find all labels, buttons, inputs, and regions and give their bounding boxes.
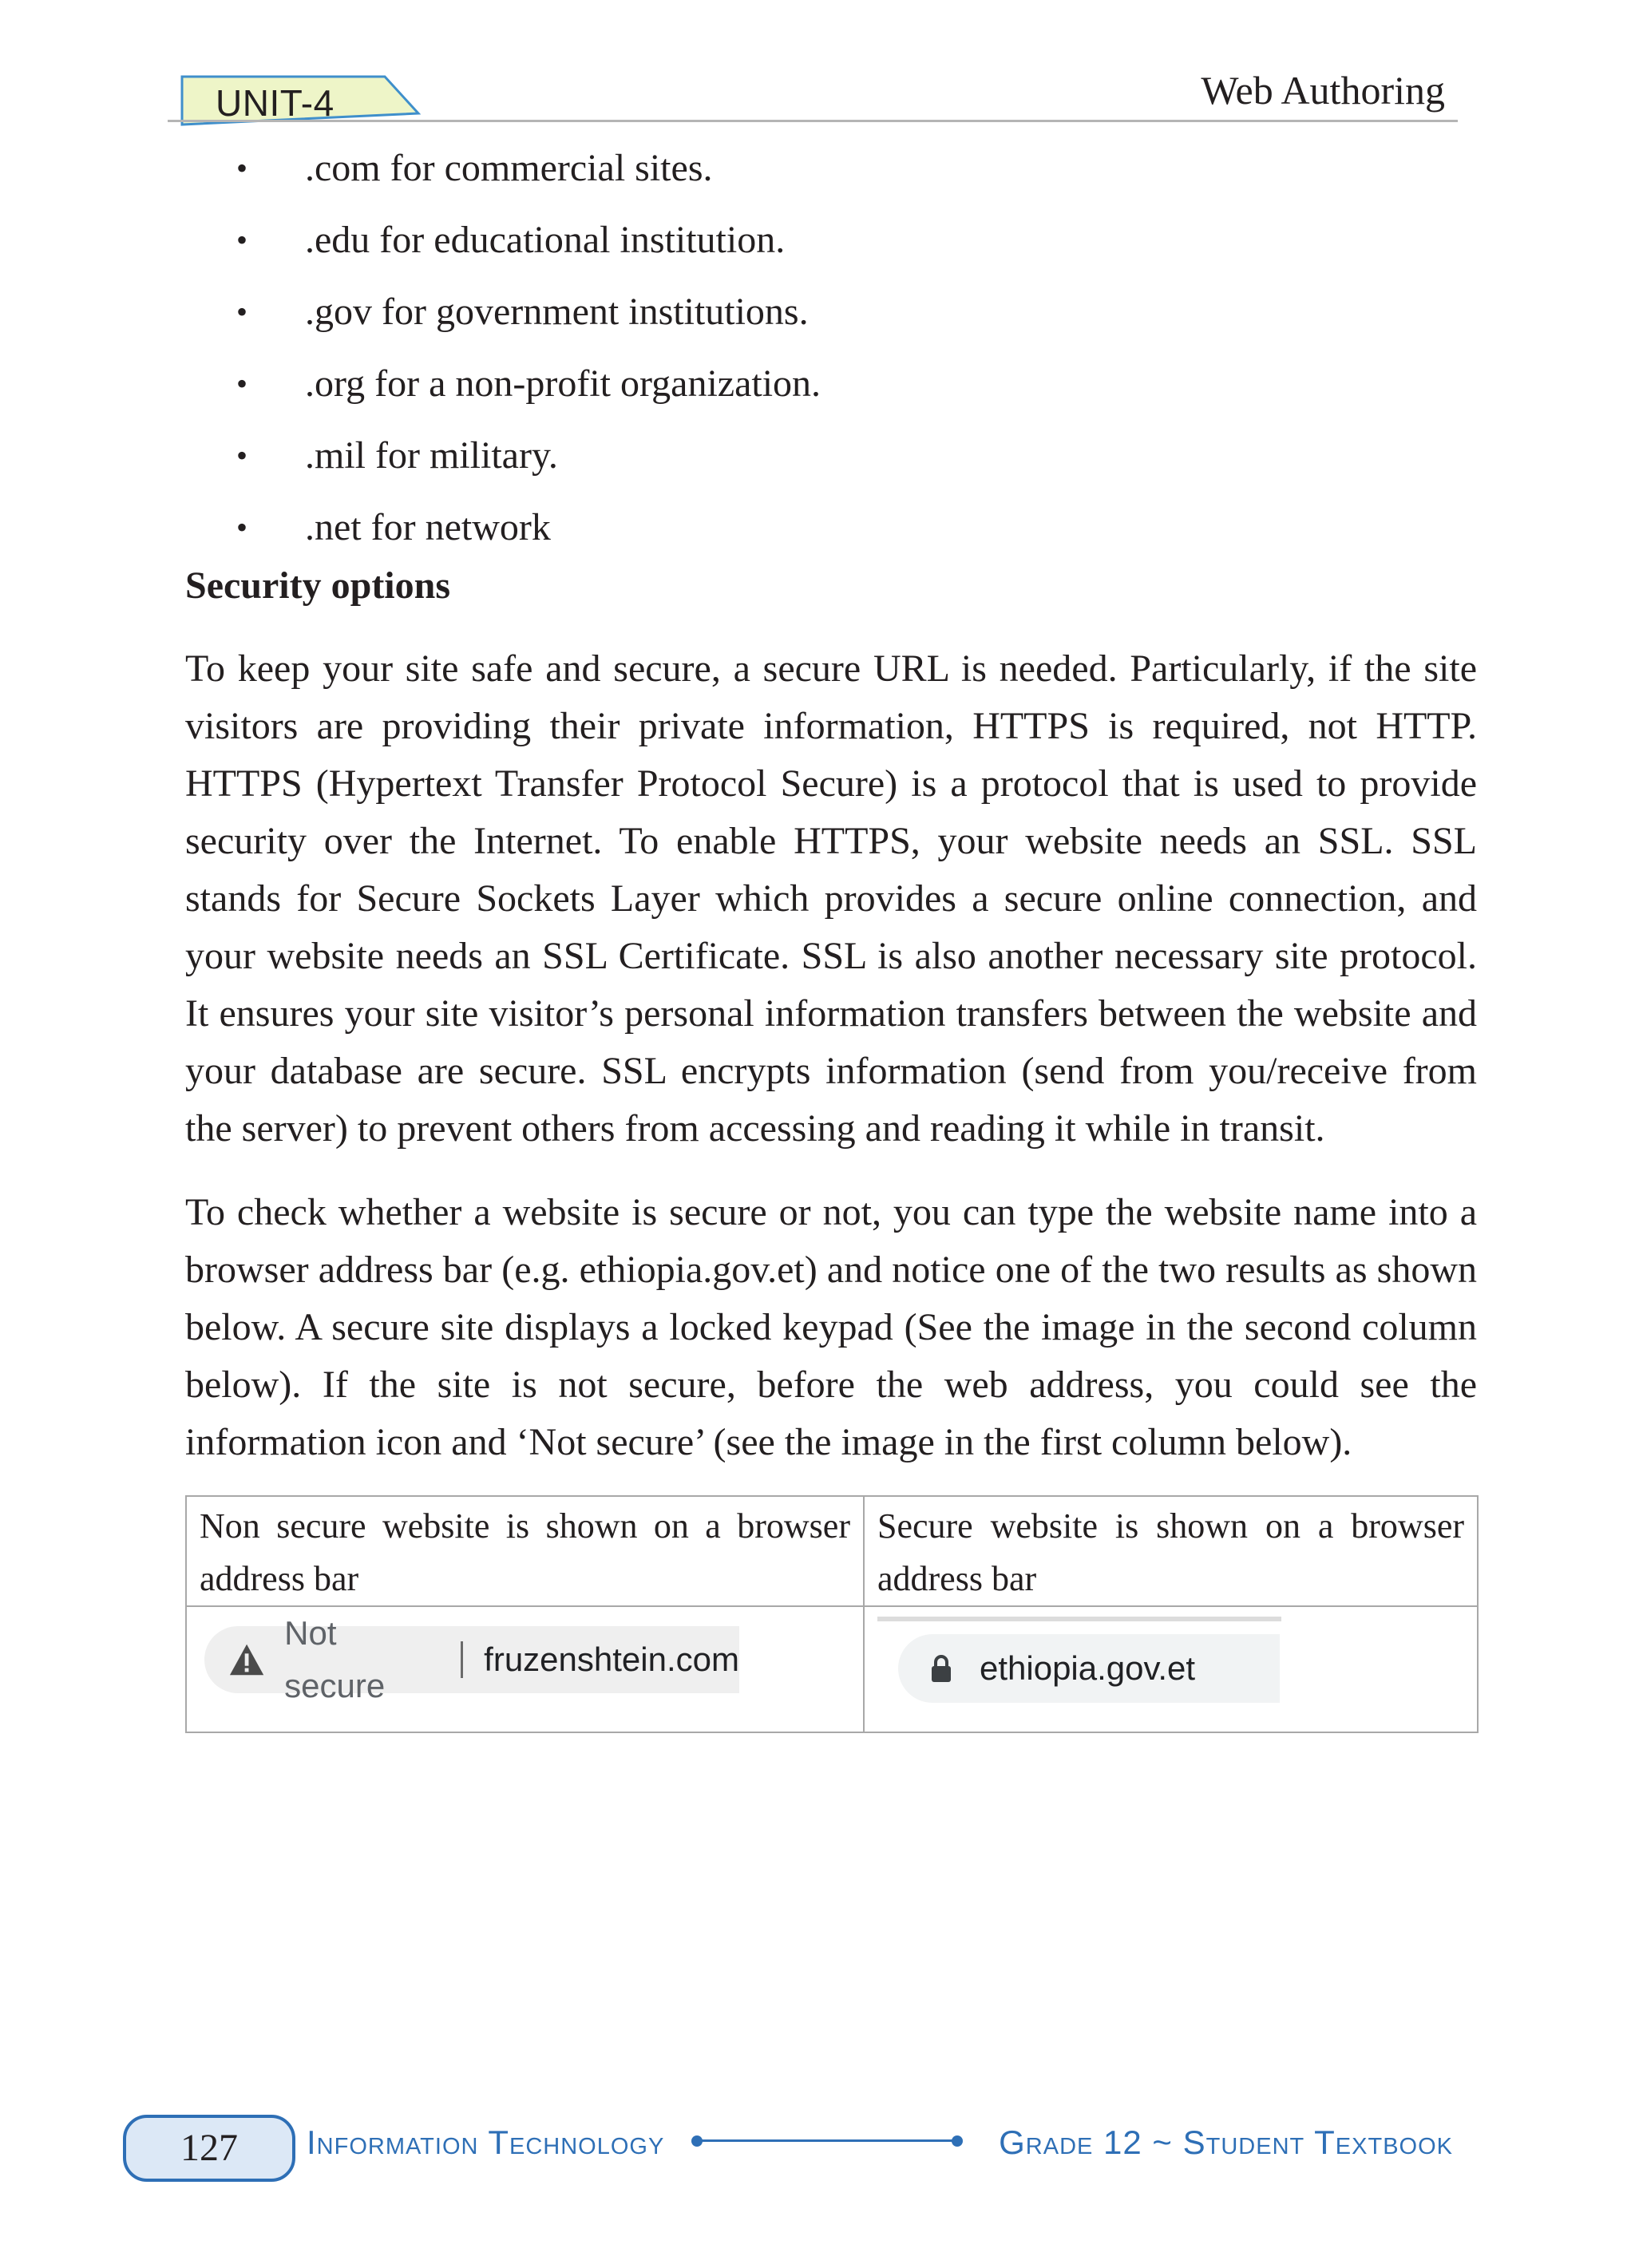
list-item xyxy=(236,284,821,356)
table-header-secure: Secure website is shown on a browser address bar xyxy=(864,1496,1478,1606)
list-item-text: .org for a non-profit organization. xyxy=(305,362,821,405)
unit-tab xyxy=(180,75,422,126)
lock-icon xyxy=(930,1654,952,1683)
bullet-icon: • xyxy=(236,150,248,186)
list-item-text: .net for network xyxy=(305,506,551,548)
running-title: Web Authoring xyxy=(1201,68,1445,113)
bullet-icon: • xyxy=(236,437,248,473)
paragraph-check-secure: To check whether a website is secure or not, you can type the website name into a browser address bar (e.g. ethiopia.gov.et) and notice one of the two results as shown below. A secure site displays a locked keypad (See the image in the second column below). If the site is not secure, before the web address, you could see the information icon and ‘Not secure’ (see the image in the first column below). xyxy=(185,1191,1477,1463)
list-item xyxy=(236,141,821,212)
address-divider xyxy=(461,1641,463,1678)
page-number: 127 xyxy=(180,2127,238,2169)
bullet-icon: • xyxy=(236,366,248,402)
footer-dot-right xyxy=(952,2135,963,2147)
insecure-example-cell xyxy=(186,1606,864,1732)
comparison-table xyxy=(185,1495,1479,1733)
header-rule xyxy=(168,120,1458,122)
list-item-text: .com for commercial sites. xyxy=(305,147,713,189)
secure-domain: ethiopia.gov.et xyxy=(980,1649,1196,1687)
secure-example-cell xyxy=(864,1606,1478,1732)
paragraph-https: To keep your site safe and secure, a secure URL is needed. Particularly, if the site visitors are providing their private information, HTTPS is required, not HTTP. HTTPS (Hypertext Transfer Protocol Secure) is a protocol that is used to provide security over the Internet. To enable HTTPS, your website needs an SSL. SSL stands for Secure Sockets Layer which provides a secure online connection, and your website needs an SSL Certificate. SSL is also another necessary site protocol. It ensures your site visitor’s personal information transfers between the website and your database are secure. SSL encrypts information (send from you/receive from the server) to prevent others from accessing and reading it while in transit. xyxy=(185,647,1477,1150)
list-item xyxy=(236,212,821,284)
secure-address-bar xyxy=(898,1634,1280,1703)
insecure-address-bar xyxy=(204,1614,739,1704)
bullet-icon: • xyxy=(236,294,248,330)
tld-list xyxy=(236,141,821,572)
table-row xyxy=(186,1606,1478,1732)
list-item-text: .edu for educational institution. xyxy=(305,219,786,261)
warning-triangle-icon xyxy=(228,1642,265,1677)
table-row xyxy=(186,1496,1478,1606)
list-item xyxy=(236,428,821,500)
browser-top-line xyxy=(877,1617,1281,1621)
table-header-insecure: Non secure website is shown on a browser address bar xyxy=(186,1496,864,1606)
footer-subject: Information Technology xyxy=(307,2124,665,2161)
bullet-icon: • xyxy=(236,222,248,258)
not-secure-label: Not secure xyxy=(284,1614,386,1704)
footer-line xyxy=(698,2139,958,2142)
insecure-domain: fruzenshtein.com xyxy=(484,1641,739,1678)
unit-label: UNIT-4 xyxy=(216,82,335,124)
footer-grade: Grade 12 ~ Student Textbook xyxy=(999,2124,1453,2161)
list-item-text: .mil for military. xyxy=(305,434,558,477)
bullet-icon: • xyxy=(236,509,248,545)
section-heading: Security options xyxy=(185,564,451,607)
list-item-text: .gov for government institutions. xyxy=(305,291,809,333)
list-item xyxy=(236,356,821,428)
